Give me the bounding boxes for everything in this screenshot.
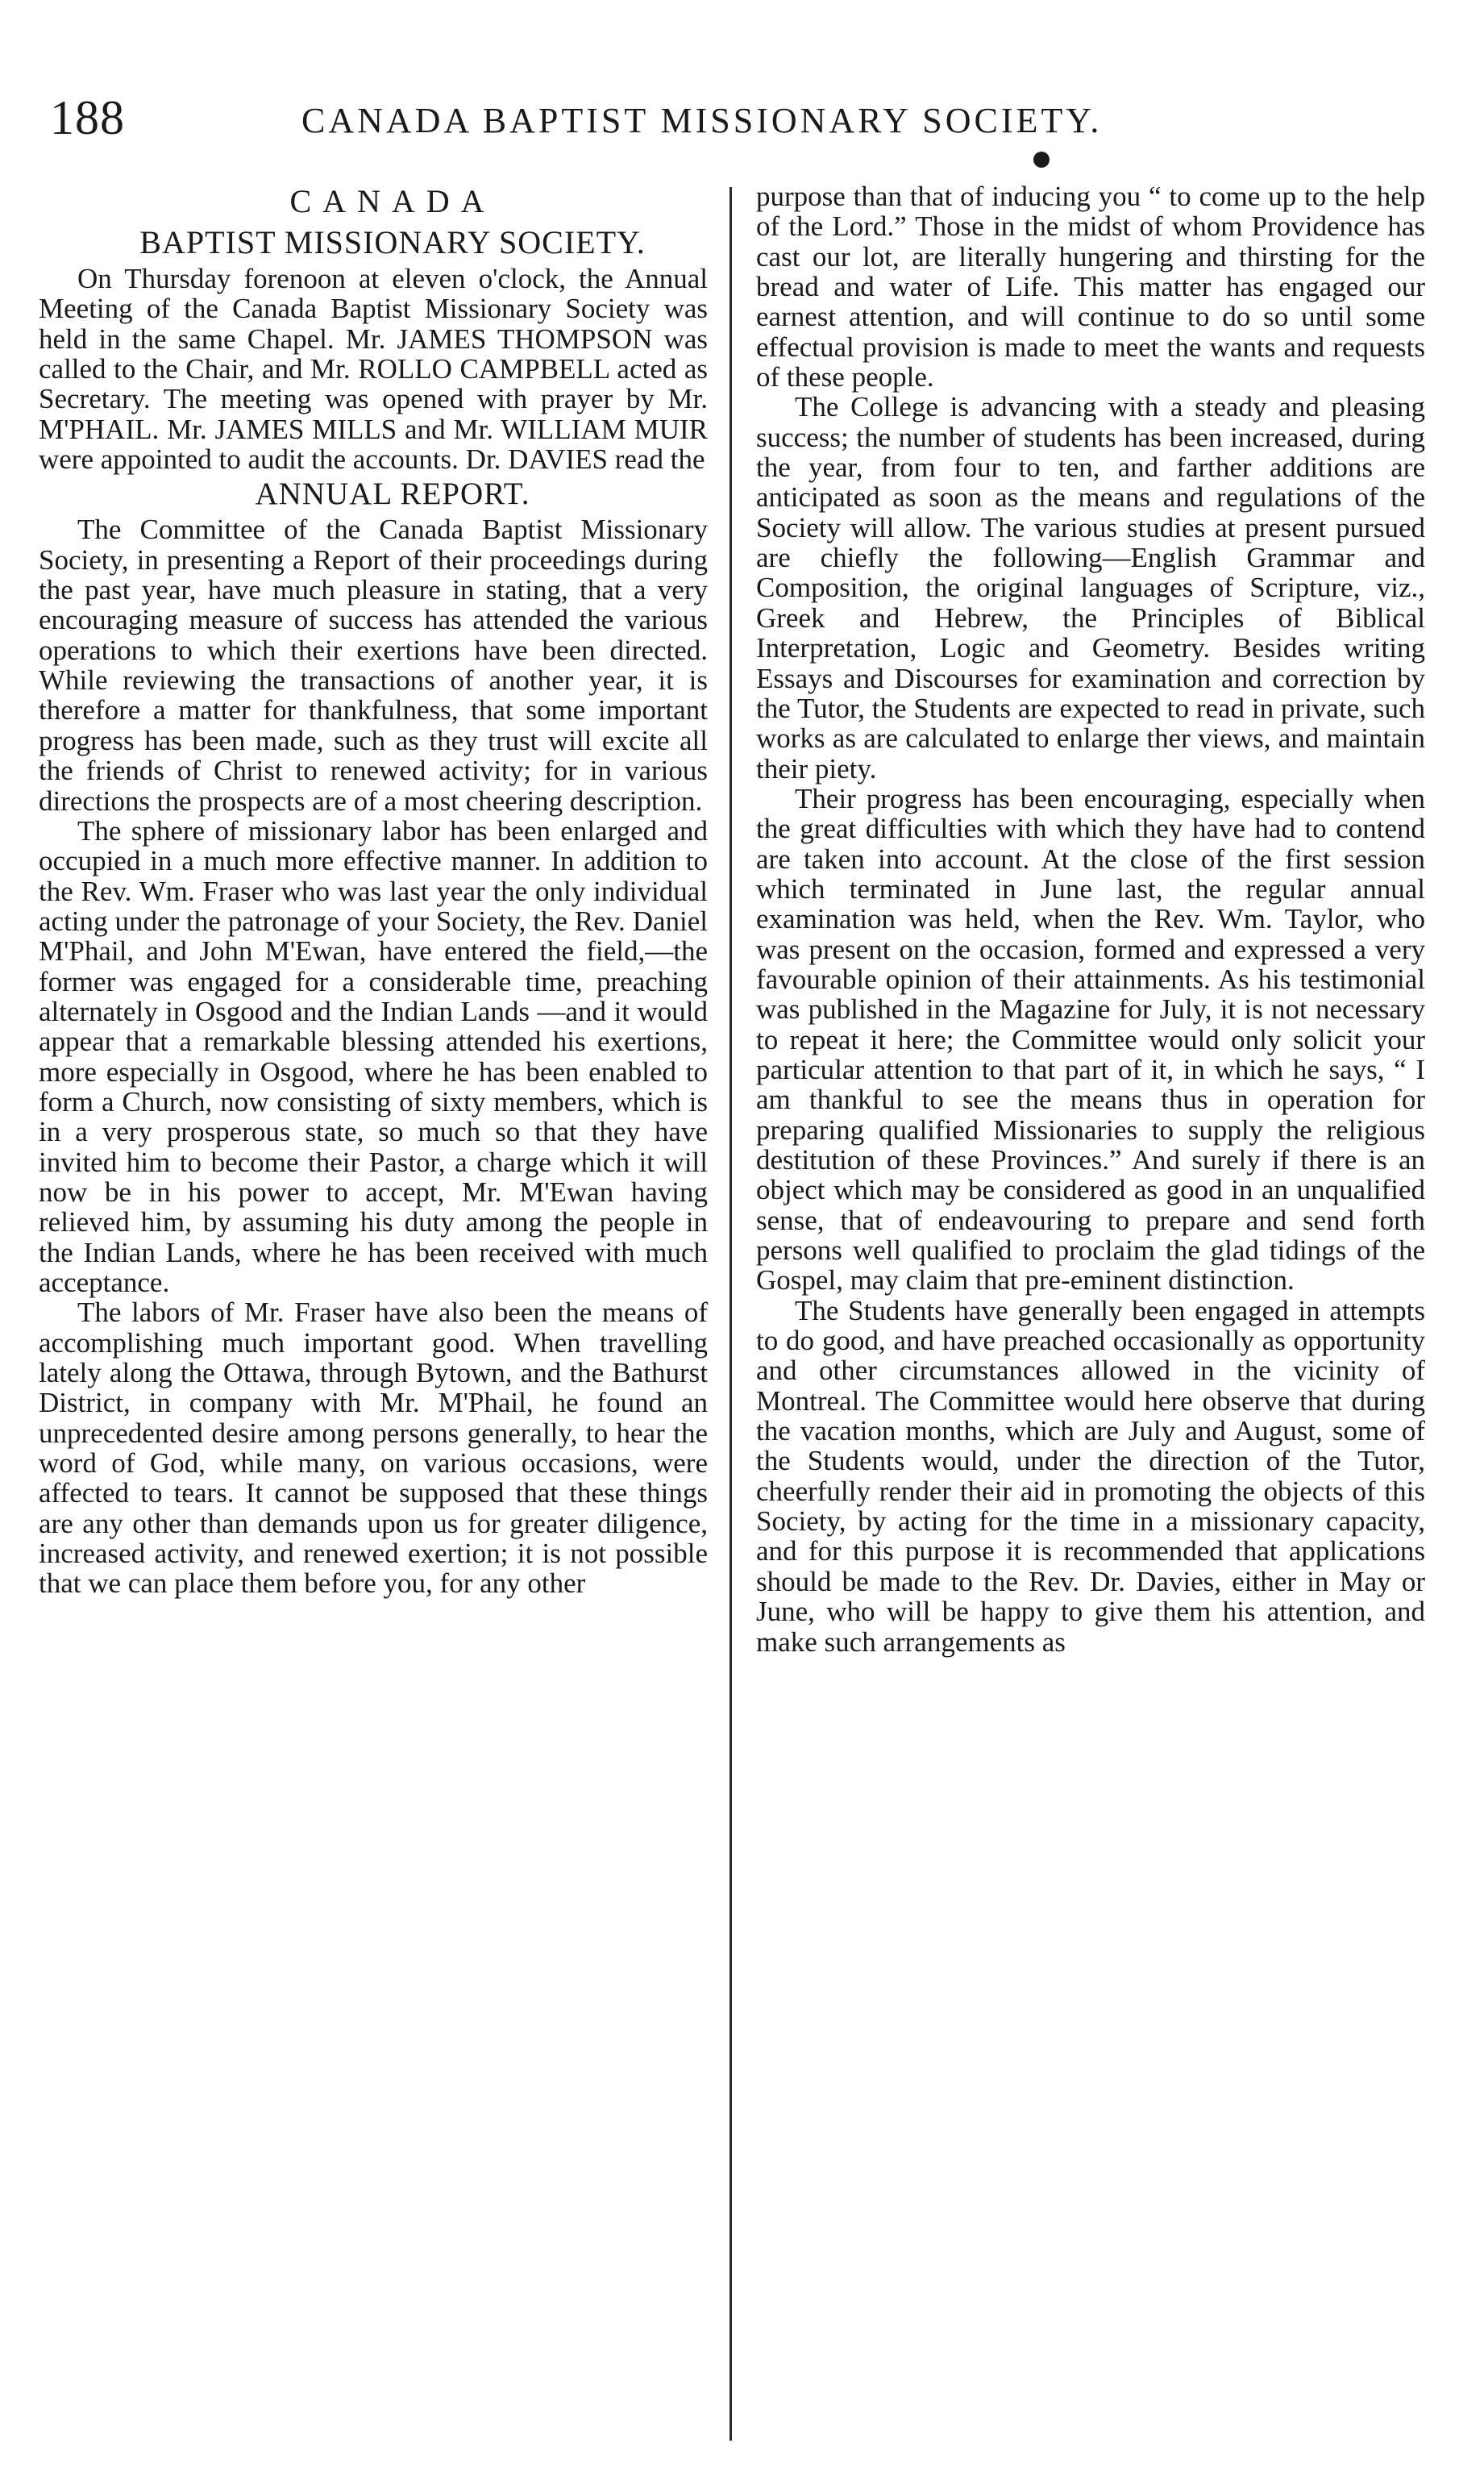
- section-title-society: BAPTIST MISSIONARY SOCIETY.: [139, 224, 646, 260]
- intro-paragraph: On Thursday forenoon at eleven o'clock, the Annual Meeting of the Canada Baptist Missionary Society was held in the same Chapel. Mr. JAMES THOMPSON was called to the Chair, and Mr. ROLLO CAMPBELL acted as Secretary. The meeting was opened with prayer by Mr. M'PHAIL. Mr. JAMES MILLS and Mr. WILLIAM MUIR were appointed to audit the accounts. Dr. DAVIES read the: [39, 263, 708, 476]
- paragraph: The Students have generally been engaged in attempts to do good, and have preached occasionally as opportunity and other circumstances allowed in the vicinity of Montreal. The Committee would here observe that during the vacation months, which are July and August, some of the Students would, under the direction of the Tutor, cheerfully render their aid in promoting the objects of this Society, by acting for the time in a missionary capacity, and for this purpose it is recommended that applications should be made to the Rev. Dr. Davies, either in May or June, who will be happy to give them his attention, and make such arrangements as: [756, 1294, 1425, 1658]
- paragraph-continued: purpose than that of inducing you “ to come up to the help of the Lord.” Those in the midst of whom Providence has cast our lot, are literally hungering and thirsting for the bread and water of Life. This matter has engaged our earnest attention, and will continue to do so until some effectual provision is made to meet the wants and requests of these people.: [756, 181, 1425, 393]
- left-column: [39, 181, 708, 1599]
- page-number: 188: [50, 91, 125, 144]
- paragraph: The labors of Mr. Fraser have also been the means of accomplishing much important good. When travelling lately along the Ottawa, through Bytown, and the Bathurst District, in company with Mr. M'Phail, he found an unprecedented desire among persons generally, to hear the word of God, while many, on various occasions, were affected to tears. It cannot be supposed that these things are any other than demands upon us for greater diligence, increased activity, and renewed exertion; it is not possible that we can place them before you, for any other: [39, 1297, 708, 1600]
- printer-dot: [1033, 152, 1050, 168]
- page-header: [50, 87, 1420, 160]
- running-head: CANADA BAPTIST MISSIONARY SOCIETY.: [301, 101, 1103, 140]
- section-title-canada: CANADA: [289, 183, 496, 219]
- paragraph: The sphere of missionary labor has been enlarged and occupied in a much more effective manner. In addition to the Rev. Wm. Fraser who was last year the only individual acting under the patronage of your Society, the Rev. Daniel M'Phail, and John M'Ewan, have entered the field,—the former was engaged for a considerable time, preaching alternately in Osgood and the Indian Lands —and it would appear that a remarkable blessing attended his exertions, more especially in Osgood, where he has been enabled to form a Church, now consisting of sixty members, which is in a very prosperous state, so much so that they have invited him to become their Pastor, a charge which it will now be in his power to accept, Mr. M'Ewan having relieved him, by assuming his duty among the people in the Indian Lands, where he has been received with much acceptance.: [39, 814, 708, 1298]
- paragraph: The College is advancing with a steady and pleasing success; the number of students has been increased, during the year, from four to ten, and farther additions are anticipated as soon as the means and regulations of the Society will allow. The various studies at present pursued are chiefly the following—English Grammar and Composition, the original languages of Scripture, viz., Greek and Hebrew, the Principles of Biblical Interpretation, Logic and Geometry. Besides writing Essays and Discourses for examination and correction by the Tutor, the Students are expected to read in private, such works as are calculated to enlarge ther views, and maintain their piety.: [756, 391, 1425, 785]
- paragraph: The Committee of the Canada Baptist Missionary Society, in presenting a Report of their proceedings during the past year, have much pleasure in stating, that a very encouraging measure of success has attended the various operations to which their exertions have been directed. While reviewing the transactions of another year, it is therefore a matter for thankfulness, that some important progress has been made, such as they trust will excite all the friends of Christ to renewed activity; for in various directions the prospects are of a most cheering description.: [39, 514, 708, 817]
- column-divider: [730, 187, 732, 2441]
- right-column: [756, 181, 1425, 1657]
- annual-report-heading: ANNUAL REPORT.: [255, 477, 530, 512]
- paragraph: Their progress has been encouraging, especially when the great difficulties with which they have had to contend are taken into account. At the close of the first session which terminated in June last, the regular annual examination was held, when the Rev. Wm. Taylor, who was present on the occasion, formed and expressed a very favourable opinion of their attainments. As his testimonial was published in the Magazine for July, it is not necessary to repeat it here; the Committee would only solicit your particular attention to that part of it, in which he says, “ I am thankful to see the means thus in operation for preparing qualified Missionaries to supply the religious destitution of these Provinces.” And surely if there is an object which may be considered as good in an unqualified sense, that of endeavouring to prepare and send forth persons well qualified to proclaim the glad tidings of the Gospel, may claim that pre-eminent distinction.: [756, 782, 1425, 1297]
